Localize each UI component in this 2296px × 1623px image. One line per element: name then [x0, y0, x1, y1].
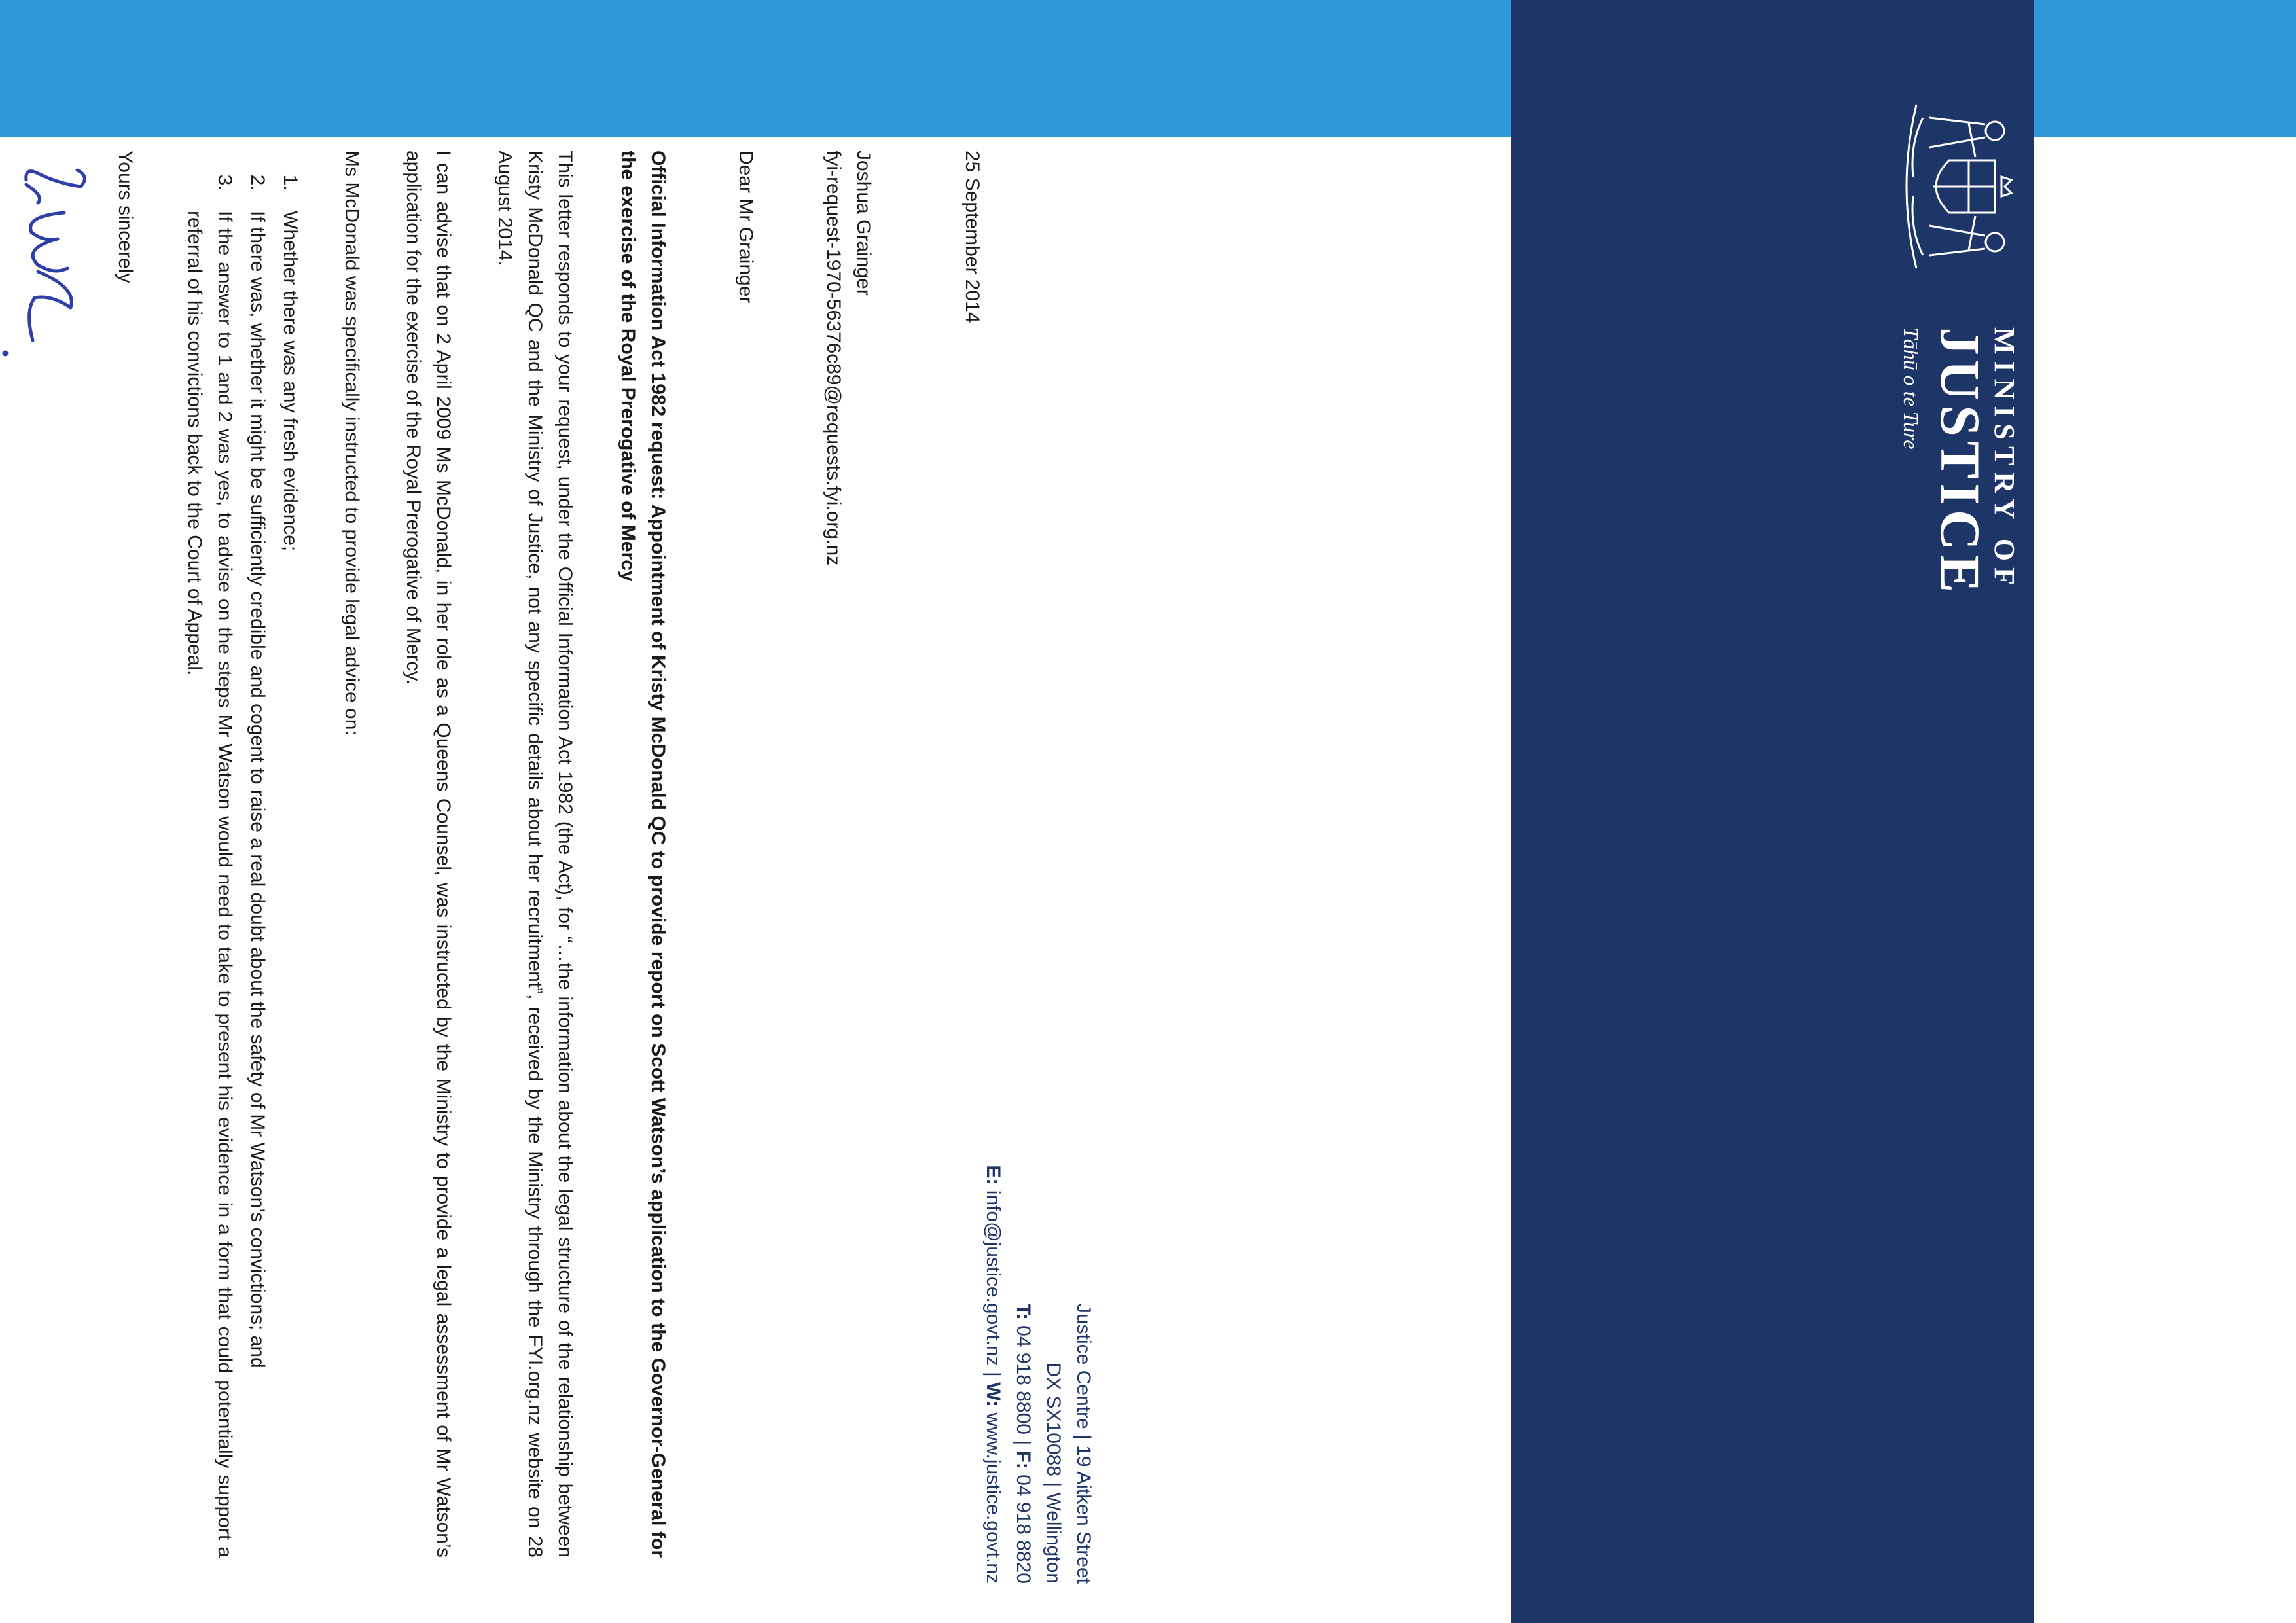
- coat-of-arms-icon: [1890, 79, 2021, 294]
- ministry-logo: [1511, 0, 2034, 1623]
- recipient-block: [818, 151, 878, 1558]
- letter-body: [0, 151, 987, 1558]
- recipient-email: fyi-request-1970-56376c89@requests.fyi.org.nz: [823, 151, 844, 566]
- phone-fax-line: [1008, 995, 1038, 1584]
- ministry-address: [978, 995, 1098, 1584]
- fax-value: 04 918 8820: [1013, 1474, 1034, 1584]
- list-item: 1. Whether there was any fresh evidence;: [275, 196, 305, 1558]
- logo-ministry-of: MINISTRY OF: [1988, 327, 2020, 592]
- recipient-name: Joshua Grainger: [853, 151, 874, 296]
- letter-date: 25 September 2014: [961, 151, 983, 323]
- advice-points-list: [179, 151, 305, 1558]
- email-label: E:: [982, 1165, 1004, 1185]
- handwritten-signature: [0, 151, 103, 360]
- phone-fax-separator: |: [1013, 1440, 1034, 1446]
- web-value: www.justice.govt.nz: [982, 1412, 1004, 1584]
- salutation: Dear Mr Grainger: [735, 151, 757, 304]
- email-web-separator: |: [982, 1371, 1004, 1377]
- address-line-2: DX SX10088 | Wellington: [1043, 1363, 1064, 1584]
- address-line-1: Justice Centre | 19 Aitken Street: [1073, 1303, 1094, 1584]
- phone-label: T:: [1013, 1303, 1034, 1320]
- list-item: 2. If there was, whether it might be sufficiently credible and cogent to raise a real doubt about the safety of Mr Watson’s convictions; and: [242, 196, 272, 1558]
- email-value: info@justice.govt.nz: [982, 1190, 1004, 1366]
- fax-label: F:: [1013, 1450, 1034, 1469]
- web-label: W:: [982, 1382, 1004, 1407]
- phone-value: 04 918 8800: [1013, 1325, 1034, 1435]
- paragraph-3: Ms McDonald was specifically instructed to provide legal advice on:: [341, 151, 363, 736]
- closing: Yours sincerely: [115, 151, 136, 283]
- logo-tagline: Tāhū o te Ture: [1899, 327, 1923, 450]
- subject-line: Official Information Act 1982 request: Appointment of Kristy McDonald QC to provide report on Scott Watson’s application to the Governor-General for the exercise of the Royal Prerogative of Mercy: [617, 151, 669, 1558]
- logo-justice: JUSTICE: [1929, 327, 1992, 597]
- paragraph-1: This letter responds to your request, under the Official Information Act 1982 (the Act), for “…the information about the legal structure of the relationship between Kristy McDonald QC and the Ministry of Justice, not any specific details about her recruitment”, received by the Ministry through the FYI.org.nz website on 28 August 2014.: [494, 151, 576, 1558]
- paragraph-2: I can advise that on 2 April 2009 Ms McDonald, in her role as a Queens Counsel, was instructed by the Ministry to provide a legal assessment of Mr Watson’s application for the exercise of the Royal Prerogative of Mercy.: [403, 151, 454, 1558]
- list-item: 3. If the answer to 1 and 2 was yes, to advise on the steps Mr Watson would need to take to present his evidence in a form that could potentially support a referral of his convictions back to the Court of Appeal.: [179, 196, 240, 1558]
